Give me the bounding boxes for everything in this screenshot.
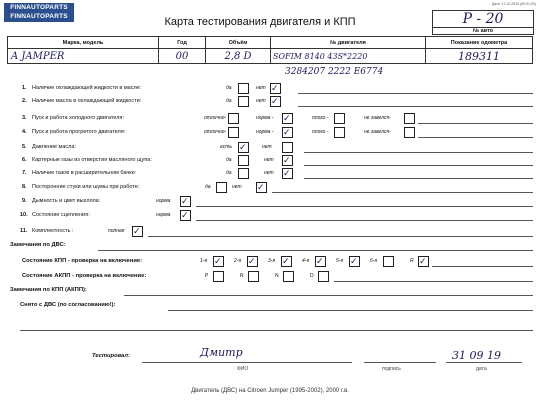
checkmark-icon: ✓ xyxy=(283,113,291,123)
gear-3-label: 3-я xyxy=(268,258,276,264)
q1-yes-checkbox[interactable] xyxy=(238,83,249,94)
q10-opt-normal: норма xyxy=(156,212,171,218)
gear-1-label: 1-я xyxy=(200,258,208,264)
q10-text: Состояние сцепления: xyxy=(32,212,90,218)
value-year: 00 xyxy=(159,49,206,64)
q7-yes-checkbox[interactable] xyxy=(238,168,249,179)
info-table xyxy=(7,36,533,64)
vehicle-number-box xyxy=(432,10,534,35)
checkmark-icon: ✓ xyxy=(271,96,279,106)
gear-r-checkbox[interactable] xyxy=(418,256,429,267)
q6-yes-checkbox[interactable] xyxy=(238,155,249,166)
q4-not-started-checkbox[interactable] xyxy=(404,127,415,138)
gear-6-checkbox[interactable] xyxy=(383,256,394,267)
q1-note-line xyxy=(298,93,533,94)
checkmark-icon: ✓ xyxy=(181,210,189,220)
date-value: 31 09 19 xyxy=(452,349,501,362)
q8-opt-no: нет xyxy=(232,184,242,190)
value-model: A JAMPER xyxy=(8,49,159,64)
akpp-r-label: R xyxy=(240,273,244,279)
remarks-engine-line xyxy=(98,250,533,251)
checkmark-icon: ✓ xyxy=(350,256,358,266)
q7-no-checkbox[interactable] xyxy=(282,168,293,179)
q6-number: 6. xyxy=(22,157,27,163)
q4-bad-checkbox[interactable] xyxy=(334,127,345,138)
gear-5-checkbox[interactable] xyxy=(349,256,360,267)
q5-yes-checkbox[interactable] xyxy=(238,142,249,153)
akpp-note-line xyxy=(334,281,533,282)
fio-line xyxy=(142,362,352,363)
q7-text: Наличие газов в расширительном бачке: xyxy=(32,170,137,176)
engine-number-extra: 3284207 2222 E6774 xyxy=(285,67,384,77)
header-model: Марка, модель xyxy=(8,37,159,49)
q5-text: Давление масла: xyxy=(32,144,76,150)
q11-number: 11. xyxy=(20,228,28,234)
checkmark-icon: ✓ xyxy=(419,256,427,266)
value-engine-number: SOFIM 8140 43S*2220 xyxy=(271,49,426,64)
image-caption: Двигатель (ДВС) на Citroen Jumper (1995-2002), 2000 г.в. xyxy=(191,388,349,394)
q11-note-line xyxy=(148,236,533,237)
q3-excellent-checkbox[interactable] xyxy=(228,113,239,124)
q6-text: Картерные газы из отверстия масляного щупа: xyxy=(32,157,152,163)
date-caption: дата xyxy=(476,366,487,372)
akpp-p-checkbox[interactable] xyxy=(213,271,224,282)
checkmark-icon: ✓ xyxy=(248,256,256,266)
checkmark-icon: ✓ xyxy=(133,226,141,236)
q8-note-line xyxy=(272,192,533,193)
q9-normal-checkbox[interactable] xyxy=(180,196,191,207)
q4-number: 4. xyxy=(22,129,27,135)
q1-text: Наличие охлаждающей жидкости в масле: xyxy=(32,85,142,91)
q3-text: Пуск и работа холодного двигателя: xyxy=(32,115,124,121)
q3-bad-checkbox[interactable] xyxy=(334,113,345,124)
q9-note-line xyxy=(196,206,533,207)
akpp-p-label: P xyxy=(205,273,209,279)
q10-normal-checkbox[interactable] xyxy=(180,210,191,221)
q6-opt-yes: да xyxy=(226,157,232,163)
gear-5-label: 5-я xyxy=(336,258,344,264)
q3-opt-normal: норма - xyxy=(256,115,274,121)
checkmark-icon: ✓ xyxy=(181,196,189,206)
header-year: Год xyxy=(159,37,206,49)
q11-full-checkbox[interactable] xyxy=(132,226,143,237)
q6-no-checkbox[interactable] xyxy=(282,155,293,166)
q7-opt-yes: да xyxy=(226,170,232,176)
blank-line xyxy=(20,330,533,331)
q4-opt-normal: норма - xyxy=(256,129,274,135)
gear-4-label: 4-я xyxy=(302,258,310,264)
checkmark-icon: ✓ xyxy=(283,127,291,137)
checkmark-icon: ✓ xyxy=(282,256,290,266)
q8-text: Посторонние стуки или шумы при работе: xyxy=(32,184,140,190)
remarks-gearbox-line xyxy=(124,295,533,296)
akpp-r-checkbox[interactable] xyxy=(248,271,259,282)
q3-note-line xyxy=(418,123,533,124)
gear-6-label: 6-я xyxy=(370,258,378,264)
logo-line-1: FINNAUTOPARTS xyxy=(4,3,74,13)
q2-yes-checkbox[interactable] xyxy=(238,96,249,107)
gear-1-checkbox[interactable] xyxy=(213,256,224,267)
header-volume: Объём xyxy=(206,37,271,49)
q4-text: Пуск и работа прогретого двигателя: xyxy=(32,129,126,135)
value-volume: 2,8 D xyxy=(206,49,271,64)
q6-opt-no: нет xyxy=(264,157,274,163)
tested-by-label: Тестировал: xyxy=(92,353,130,359)
gear-2-label: 2-я xyxy=(234,258,242,264)
timestamp: Дата: 17.10.2019 (00:01:00) xyxy=(491,2,536,6)
checkmark-icon: ✓ xyxy=(283,168,291,178)
q10-note-line xyxy=(196,220,533,221)
q4-excellent-checkbox[interactable] xyxy=(228,127,239,138)
q3-opt-bad: плохо - xyxy=(312,115,329,121)
q2-opt-yes: да xyxy=(226,98,232,104)
q9-opt-normal: норма xyxy=(156,198,171,204)
q1-opt-yes: да xyxy=(226,85,232,91)
removed-line xyxy=(168,310,533,311)
remarks-engine-label: Замечания по ДВС: xyxy=(10,242,66,248)
signature-text: Дмитр xyxy=(200,346,243,359)
checkmark-icon: ✓ xyxy=(214,256,222,266)
q8-opt-yes: да xyxy=(205,184,211,190)
fio-caption: ФИО xyxy=(237,366,249,372)
akpp-n-checkbox[interactable] xyxy=(283,271,294,282)
gear-r-label: R xyxy=(410,258,414,264)
q2-note-line xyxy=(298,106,533,107)
q2-number: 2. xyxy=(22,98,27,104)
checkmark-icon: ✓ xyxy=(271,83,279,93)
kpp-note-line xyxy=(432,266,533,267)
q5-opt-yes: есть xyxy=(220,144,233,150)
signature-line xyxy=(364,362,436,363)
q5-no-checkbox[interactable] xyxy=(282,142,293,153)
q7-number: 7. xyxy=(22,170,27,176)
signature-caption: подпись xyxy=(382,366,401,372)
q8-yes-checkbox[interactable] xyxy=(216,182,227,193)
kpp-label: Состояние КПП - проверка на включение: xyxy=(22,258,143,264)
q3-number: 3. xyxy=(22,115,27,121)
q9-number: 9. xyxy=(22,198,27,204)
akpp-label: Состояние АКПП - проверка на включение: xyxy=(22,273,147,279)
q1-number: 1. xyxy=(22,85,27,91)
q8-no-checkbox[interactable] xyxy=(256,182,267,193)
q4-opt-bad: плохо - xyxy=(312,129,329,135)
vehicle-number-label: № авто xyxy=(433,27,533,34)
q3-normal-checkbox[interactable] xyxy=(282,113,293,124)
gear-2-checkbox[interactable] xyxy=(247,256,258,267)
removed-label: Снято с ДВС (по согласованию!): xyxy=(20,302,116,308)
q3-not-started-checkbox[interactable] xyxy=(404,113,415,124)
vehicle-number: Р - 20 xyxy=(462,11,504,27)
q3-opt-not-started: не завелся- xyxy=(364,115,391,121)
gear-4-checkbox[interactable] xyxy=(315,256,326,267)
q1-opt-no: нет xyxy=(256,85,266,91)
q3-opt-excellent: отлично- xyxy=(204,115,227,121)
akpp-d-checkbox[interactable] xyxy=(318,271,329,282)
gear-3-checkbox[interactable] xyxy=(281,256,292,267)
q6-note-line xyxy=(304,165,533,166)
value-odometer: 189311 xyxy=(426,49,533,64)
q2-text: Наличие масла в охлаждающей жидкости: xyxy=(32,98,142,104)
q4-note-line xyxy=(418,137,533,138)
q5-note-line xyxy=(304,152,533,153)
q4-opt-not-started: не завелся- xyxy=(364,129,391,135)
q1-no-checkbox[interactable] xyxy=(270,83,281,94)
header-engine-number: № двигателя xyxy=(271,37,426,49)
checkmark-icon: ✓ xyxy=(283,155,291,165)
q11-opt-full: полная xyxy=(108,228,125,234)
q2-no-checkbox[interactable] xyxy=(270,96,281,107)
remarks-gearbox-label: Замечания по КПП (АКПП): xyxy=(10,287,87,293)
q9-text: Дымность и цвет выхлопа: xyxy=(32,198,101,204)
q4-normal-checkbox[interactable] xyxy=(282,127,293,138)
q5-number: 5. xyxy=(22,144,27,150)
q7-note-line xyxy=(304,178,533,179)
akpp-d-label: D xyxy=(310,273,314,279)
checkmark-icon: ✓ xyxy=(316,256,324,266)
page-title: Карта тестирования двигателя и КПП xyxy=(164,16,356,28)
q8-number: 8. xyxy=(22,184,27,190)
checkmark-icon: ✓ xyxy=(257,182,265,192)
q7-opt-no: нет xyxy=(264,170,274,176)
q2-opt-no: нет xyxy=(256,98,266,104)
logo-line-2: FINNAUTOPARTS xyxy=(4,12,74,22)
date-line xyxy=(446,362,522,363)
checkmark-icon: ✓ xyxy=(239,142,247,152)
header-odometer: Показание одометра xyxy=(426,37,533,49)
q11-text: Комплектность : xyxy=(32,228,74,234)
akpp-n-label: N xyxy=(275,273,279,279)
q4-opt-excellent: отлично- xyxy=(204,129,227,135)
q10-number: 10. xyxy=(20,212,28,218)
q5-opt-no: нет xyxy=(262,144,272,150)
